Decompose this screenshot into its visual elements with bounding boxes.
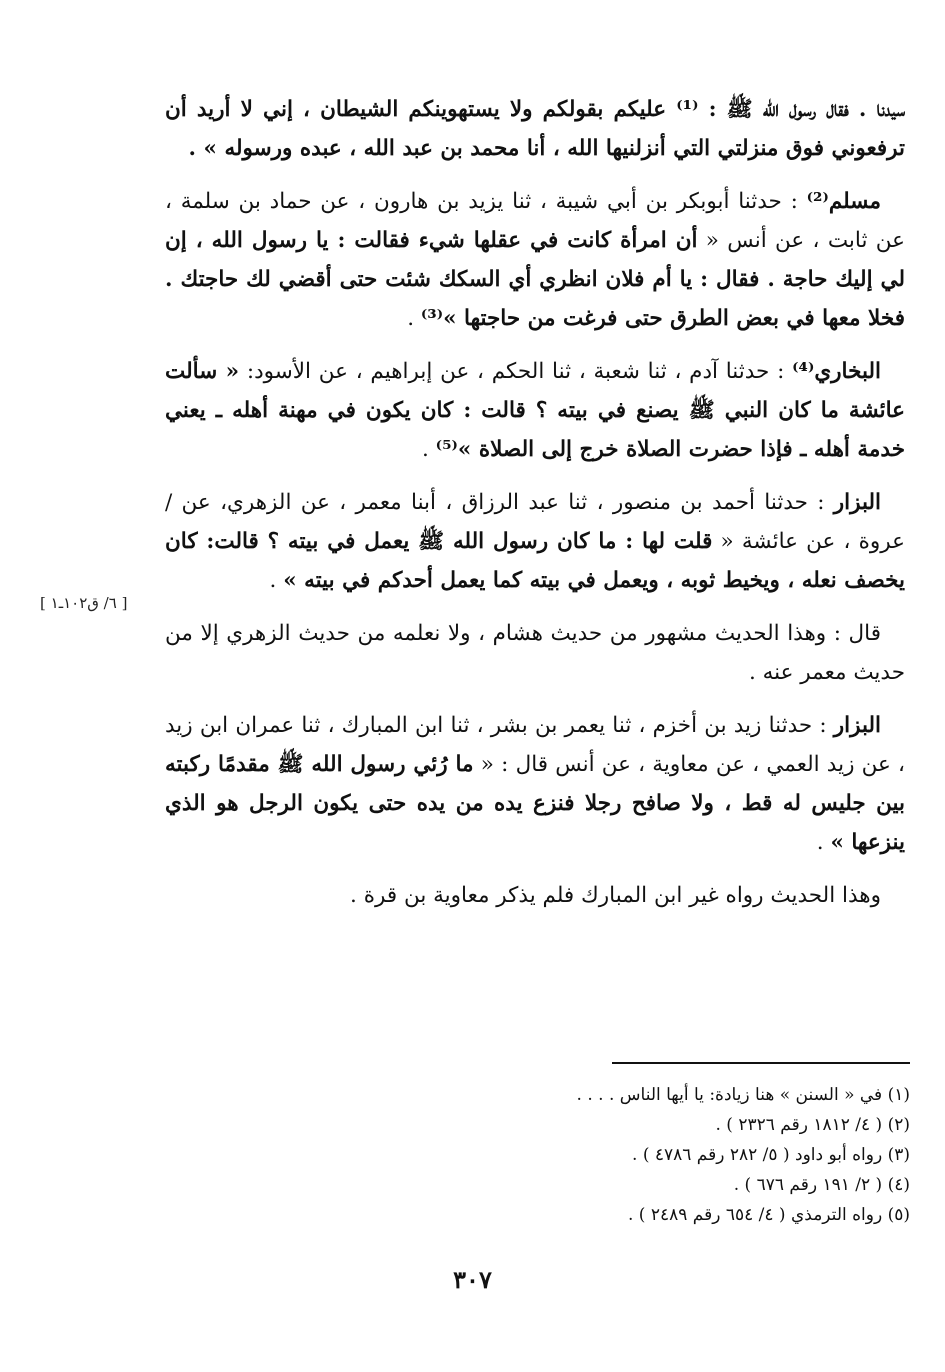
closing-text: . [422, 437, 436, 462]
isnad-text: : حدثنا أبوبكر بن أبي شيبة ، ثنا يزيد بن هارون ، عن حماد بن سلمة ، عن ثابت ، عن أنس « [165, 189, 905, 253]
paragraph-2 [165, 182, 905, 338]
footnote-4: (٤) ( ٢/ ١٩١ رقم ٦٧٦ ) . [733, 1175, 910, 1195]
hadith-text: أن امرأة كانت في عقلها شيء فقالت : يا رسول الله ، إن لي إليك حاجة . فقال : يا أم فلان انظري أي السكك شئت حتى أقضي لك حاجتك . فخلا معها في بعض الطرق حتى فرغت من حاجتها »⁽³⁾ [165, 228, 905, 331]
closing-text: . [407, 306, 421, 331]
footnote-1: (١) في « السنن » هنا زيادة: يا أيها الناس . . . . [576, 1085, 910, 1105]
source-name: البزار [833, 713, 881, 738]
footnote-2: (٢) ( ٤/ ١٨١٢ رقم ٢٣٢٦ ) . [715, 1115, 910, 1135]
commentary-text: قال : وهذا الحديث مشهور من حديث هشام ، ولا نعلمه من حديث الزهري إلا من حديث معمر عنه . [165, 621, 905, 685]
hadith-text: قلت لها : ما كان رسول الله ﷺ يعمل في بيته ؟ قالت: كان يخصف نعله ، ويخيط ثوبه ، ويعمل في بيته كما يعمل أحدكم في بيته » [165, 529, 905, 593]
isnad-text: : حدثنا أحمد بن منصور ، ثنا عبد الرزاق ، أبنا معمر ، عن الزهري، عن / عروة ، عن عائشة « [165, 490, 905, 554]
paragraph-1 [165, 90, 905, 168]
commentary-text: وهذا الحديث رواه غير ابن المبارك فلم يذكر معاوية بن قرة . [350, 883, 881, 908]
isnad-text: : حدثنا زيد بن أخزم ، ثنا يعمر بن بشر ، ثنا ابن المبارك ، ثنا عمران ابن زيد ، عن زيد العمي ، عن معاوية ، عن أنس قال : « [165, 713, 905, 777]
paragraph-7 [165, 876, 905, 915]
closing-text: . [269, 568, 284, 593]
paragraph-5 [165, 614, 905, 692]
page-number: ٣٠٧ [453, 1265, 492, 1294]
hadith-text: سيدنا . فقال رسول الله ﷺ : ⁽¹⁾ عليكم بقولكم ولا يستهوينكم الشيطان ، إني لا أريد أن ترفعوني فوق منزلتي التي أنزلنيها الله ، أنا محمد بن عبد الله ، عبده ورسوله » . [165, 97, 905, 161]
footnote-3: (٣) رواه أبو داود ( ٥/ ٢٨٢ رقم ٤٧٨٦ ) . [632, 1145, 910, 1165]
paragraph-3 [165, 352, 905, 469]
footnote-divider [612, 1062, 910, 1064]
manuscript-folio-note: [ ٦/ ق١٠٢ـ١ ] [40, 594, 128, 612]
main-text [165, 90, 905, 929]
paragraph-4 [165, 483, 905, 600]
hadith-text: « سألت عائشة ما كان النبي ﷺ يصنع في بيته ؟ قالت : كان يكون في مهنة أهله ـ يعني خدمة أهله ـ فإذا حضرت الصلاة خرج إلى الصلاة »⁽⁵⁾ [165, 359, 905, 462]
source-name: البزار [833, 490, 881, 515]
closing-text: . [816, 830, 831, 855]
source-name: مسلم⁽²⁾ [806, 189, 881, 214]
hadith-text: ما رُئي رسول الله ﷺ مقدمًا ركبته بين جليس له قط ، ولا صافح رجلا فنزع يده من يده حتى يكون الرجل هو الذي ينزعها » [165, 752, 905, 855]
footnote-5: (٥) رواه الترمذي ( ٤/ ٦٥٤ رقم ٢٤٨٩ ) . [628, 1205, 910, 1225]
paragraph-6 [165, 706, 905, 862]
footnotes [430, 1080, 910, 1230]
isnad-text: : حدثنا آدم ، ثنا شعبة ، ثنا الحكم ، عن إبراهيم ، عن الأسود: [239, 359, 793, 384]
source-name: البخاري⁽⁴⁾ [792, 359, 881, 384]
